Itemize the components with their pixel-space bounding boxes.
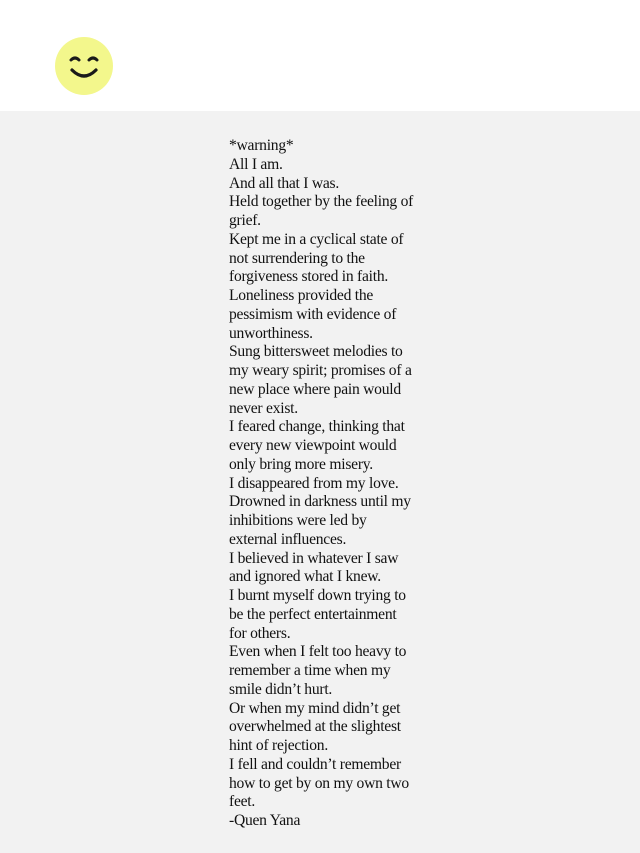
- poem-line: my weary spirit; promises of a: [229, 362, 412, 379]
- poem-line: All I am.: [229, 155, 283, 173]
- poem-line: I disappeared from my love.: [229, 474, 399, 492]
- poem-line: Kept me in a cyclical state of: [229, 230, 404, 248]
- poem-line: grief.: [229, 212, 261, 229]
- poem-line: And all that I was.: [229, 174, 340, 192]
- poem-line: unworthiness.: [229, 324, 313, 342]
- poem-line: and ignored what I knew.: [229, 568, 381, 586]
- poem-line: never exist.: [229, 399, 298, 417]
- poem-line: I believed in whatever I saw: [229, 549, 399, 567]
- poem-line: every new viewpoint would: [229, 437, 397, 454]
- poem-line: forgiveness stored in faith.: [229, 268, 389, 286]
- poem-line: only bring more misery.: [229, 455, 373, 473]
- poem-line: overwhelmed at the slightest: [229, 718, 401, 736]
- poem-line: for others.: [229, 624, 291, 642]
- poem-line: Drowned in darkness until my: [229, 493, 411, 511]
- poem-line: inhibitions were led by: [229, 512, 367, 529]
- header-banner: [0, 0, 640, 111]
- poem-line: be the perfect entertainment: [229, 605, 397, 623]
- poem-line: I burnt myself down trying to: [229, 587, 406, 604]
- poem-line: smile didn’t hurt.: [229, 680, 333, 698]
- poem-line: hint of rejection.: [229, 737, 328, 754]
- poem-line: Or when my mind didn’t get: [229, 699, 401, 717]
- poem-line: Loneliness provided the: [229, 287, 374, 304]
- poem-line: *warning*: [229, 137, 294, 154]
- smiley-face-icon: [54, 36, 114, 96]
- poem-line: I feared change, thinking that: [229, 418, 405, 436]
- poem-text: [229, 137, 429, 831]
- poem-line: external influences.: [229, 530, 347, 548]
- poem-author: -Quen Yana: [229, 812, 301, 829]
- poem-line: Sung bittersweet melodies to: [229, 343, 403, 361]
- poem-line: remember a time when my: [229, 662, 391, 679]
- poem-line: Held together by the feeling of: [229, 193, 414, 211]
- poem-line: not surrendering to the: [229, 249, 365, 267]
- poem-line: how to get by on my own two: [229, 774, 409, 792]
- poem-line: new place where pain would: [229, 380, 401, 398]
- poem-line: pessimism with evidence of: [229, 305, 397, 323]
- poem-line: Even when I felt too heavy to: [229, 643, 407, 661]
- poem-line: I fell and couldn’t remember: [229, 755, 401, 773]
- poem-line: feet.: [229, 793, 256, 811]
